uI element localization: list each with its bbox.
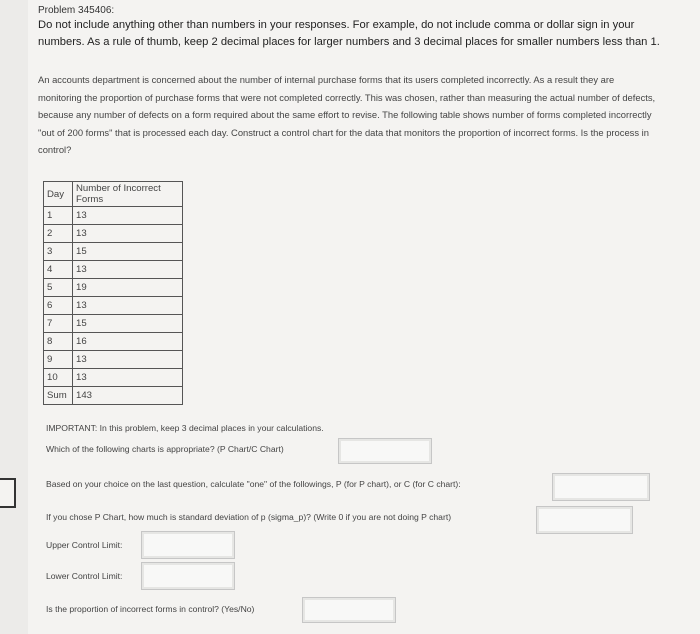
- day-cell: 2: [44, 225, 73, 243]
- left-edge-bracket: [0, 478, 16, 508]
- problem-id: Problem 345406:: [38, 5, 115, 16]
- chart-type-input[interactable]: [338, 438, 432, 464]
- table-row: [44, 243, 183, 261]
- table-header-row: [44, 182, 183, 207]
- sigma-p-input[interactable]: [536, 506, 633, 534]
- table-row: [44, 297, 183, 315]
- count-cell: 13: [73, 207, 183, 225]
- sigma-p-question: If you chose P Chart, how much is standard deviation of p (sigma_p)? (Write 0 if you are not doing P chart): [46, 512, 452, 522]
- count-cell: 13: [73, 369, 183, 387]
- table-row: [44, 261, 183, 279]
- incorrect-forms-table: [43, 181, 183, 405]
- chart-type-question: Which of the following charts is appropriate? (P Chart/C Chart): [46, 444, 284, 454]
- lcl-label: Lower Control Limit:: [46, 571, 123, 581]
- table-row: [44, 315, 183, 333]
- day-cell: 9: [44, 351, 73, 369]
- day-cell: 3: [44, 243, 73, 261]
- table-sum-row: [44, 387, 183, 405]
- count-cell: 15: [73, 315, 183, 333]
- count-cell: 15: [73, 243, 183, 261]
- count-cell: 13: [73, 351, 183, 369]
- table-row: [44, 279, 183, 297]
- sum-label-cell: Sum: [44, 387, 73, 405]
- important-note: IMPORTANT: In this problem, keep 3 decimal places in your calculations.: [46, 423, 324, 433]
- count-cell: 13: [73, 261, 183, 279]
- in-control-input[interactable]: [302, 597, 396, 623]
- count-cell: 19: [73, 279, 183, 297]
- table-row: [44, 369, 183, 387]
- lcl-input[interactable]: [141, 562, 235, 590]
- one-value-question: Based on your choice on the last question, calculate "one" of the followings, P (for P chart), or C (for C chart):: [46, 479, 461, 489]
- count-cell: 13: [73, 297, 183, 315]
- day-cell: 5: [44, 279, 73, 297]
- table-header-day: Day: [44, 182, 73, 207]
- day-cell: 10: [44, 369, 73, 387]
- instructions-text: Do not include anything other than numbers in your responses. For example, do not include comma or dollar sign in your numbers. As a rule of thumb, keep 2 decimal places for larger numbers and 3 decimal places for smaller numbers less than 1.: [38, 19, 660, 48]
- sum-value-cell: 143: [73, 387, 183, 405]
- one-value-input[interactable]: [552, 473, 650, 501]
- day-cell: 8: [44, 333, 73, 351]
- problem-description: An accounts department is concerned about the number of internal purchase forms that its users completed incorrectly. As a result they are monitoring the proportion of purchase forms that were not completed correctly. This was chosen, rather than measuring the actual number of defects, because any number of defects on a form required about the same effort to revise. The following table shows number of forms completed incorrectly "out of 200 forms" that is processed each day. Construct a control chart for the data that monitors the proportion of incorrect forms. Is the process in control?: [38, 74, 656, 155]
- ucl-input[interactable]: [141, 531, 235, 559]
- day-cell: 7: [44, 315, 73, 333]
- table-row: [44, 207, 183, 225]
- ucl-label: Upper Control Limit:: [46, 540, 123, 550]
- table-row: [44, 333, 183, 351]
- count-cell: 16: [73, 333, 183, 351]
- table-row: [44, 351, 183, 369]
- count-cell: 13: [73, 225, 183, 243]
- day-cell: 6: [44, 297, 73, 315]
- table-row: [44, 225, 183, 243]
- in-control-question: Is the proportion of incorrect forms in control? (Yes/No): [46, 604, 255, 614]
- table-header-count: Number of Incorrect Forms: [73, 182, 183, 207]
- day-cell: 1: [44, 207, 73, 225]
- day-cell: 4: [44, 261, 73, 279]
